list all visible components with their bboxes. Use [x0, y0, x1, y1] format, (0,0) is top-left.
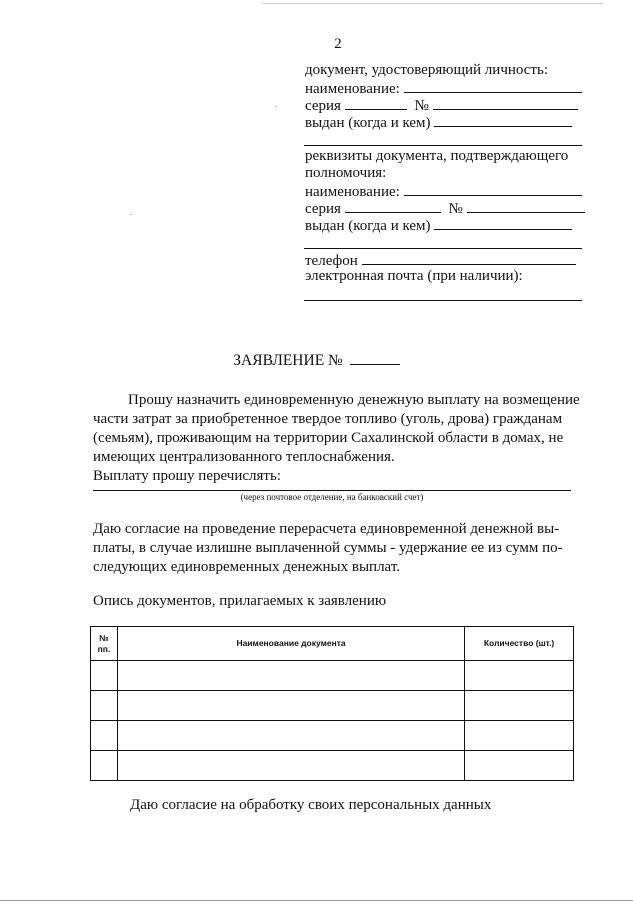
statement-title: [0, 351, 633, 370]
transfer-label: Выплату прошу перечислять:: [93, 468, 281, 484]
identity-issued-field[interactable]: [434, 113, 572, 127]
cell-document-name[interactable]: [117, 751, 464, 781]
consent-line: платы, в случае излишне выплаченной суммы - удержание ее из сумм по-: [93, 540, 563, 556]
personal-data-consent: Даю согласие на обработку своих персональных данных: [130, 797, 492, 813]
inventory-label: Опись документов, прилагаемых к заявлению: [93, 593, 387, 609]
cell-number[interactable]: [91, 661, 118, 691]
scan-speck: [130, 214, 132, 215]
authority-issued-row: [305, 216, 572, 235]
cell-document-name[interactable]: [117, 691, 464, 721]
transfer-method-field[interactable]: [93, 490, 571, 491]
request-paragraph: [93, 391, 583, 486]
identity-name-label: наименование:: [305, 81, 400, 97]
authority-issued-field[interactable]: [434, 216, 572, 230]
identity-number-field[interactable]: [433, 96, 578, 110]
cell-quantity[interactable]: [465, 661, 574, 691]
authority-name-field[interactable]: [404, 182, 582, 196]
email-field[interactable]: [304, 300, 582, 301]
request-line: имеющих централизованного теплоснабжения.: [93, 449, 395, 465]
cell-document-name[interactable]: [117, 661, 464, 691]
request-line: части затрат за приобретенное твердое топливо (уголь, дрова) гражданам: [93, 411, 563, 427]
identity-issued-row: [305, 113, 572, 132]
authority-issued-field-continued[interactable]: [304, 248, 582, 249]
identity-issued-label: выдан (когда и кем): [305, 115, 431, 131]
request-line: (семьям), проживающим на территории Сахалинской области в домах, не: [93, 430, 564, 446]
identity-number-label: №: [414, 98, 429, 114]
authority-issued-label: выдан (когда и кем): [305, 218, 431, 234]
request-line: Прошу назначить единовременную денежную выплату на возмещение: [128, 392, 580, 408]
recalculation-consent-paragraph: [93, 520, 583, 577]
phone-field[interactable]: [362, 251, 576, 265]
cell-quantity[interactable]: [465, 751, 574, 781]
table-row: [91, 661, 574, 691]
authority-name-label: наименование:: [305, 184, 400, 200]
cell-number[interactable]: [91, 691, 118, 721]
page-number: 2: [334, 36, 342, 52]
col-document-name-header: Наименование документа: [117, 627, 464, 661]
table-row: [91, 751, 574, 781]
cell-quantity[interactable]: [465, 721, 574, 751]
statement-title-text: ЗАЯВЛЕНИЕ №: [233, 352, 343, 369]
statement-number-field[interactable]: [350, 351, 400, 365]
phone-label: телефон: [305, 253, 358, 269]
col-number-header: № пп.: [91, 627, 118, 661]
authority-number-label: №: [448, 201, 463, 217]
scan-speck: [275, 106, 277, 107]
documents-table: [90, 626, 574, 781]
identity-series-field[interactable]: [345, 96, 407, 110]
cell-number[interactable]: [91, 721, 118, 751]
cell-quantity[interactable]: [465, 691, 574, 721]
identity-name-field[interactable]: [404, 79, 582, 93]
authority-series-label: серия: [305, 201, 341, 217]
table-header-row: [91, 627, 574, 661]
authority-series-field[interactable]: [345, 199, 441, 213]
authority-heading-line1: реквизиты документа, подтверждающего: [305, 148, 569, 164]
scan-edge-bottom: [0, 900, 633, 901]
table-row: [91, 721, 574, 751]
consent-line: следующих единовременных денежных выплат.: [93, 559, 401, 575]
cell-number[interactable]: [91, 751, 118, 781]
identity-doc-label: документ, удостоверяющий личность:: [305, 62, 548, 78]
identity-series-label: серия: [305, 98, 341, 114]
transfer-caption: (через почтовое отделение, на банковский счет): [240, 492, 424, 502]
email-label: электронная почта (при наличии):: [305, 268, 523, 284]
col-quantity-header: Количество (шт.): [465, 627, 574, 661]
scan-edge-top: [262, 3, 603, 4]
authority-heading-line2: полномочия:: [305, 165, 387, 181]
authority-number-field[interactable]: [467, 199, 585, 213]
cell-document-name[interactable]: [117, 721, 464, 751]
identity-issued-field-continued[interactable]: [304, 145, 582, 146]
consent-line: Даю согласие на проведение перерасчета единовременной денежной вы-: [93, 521, 560, 537]
table-row: [91, 691, 574, 721]
